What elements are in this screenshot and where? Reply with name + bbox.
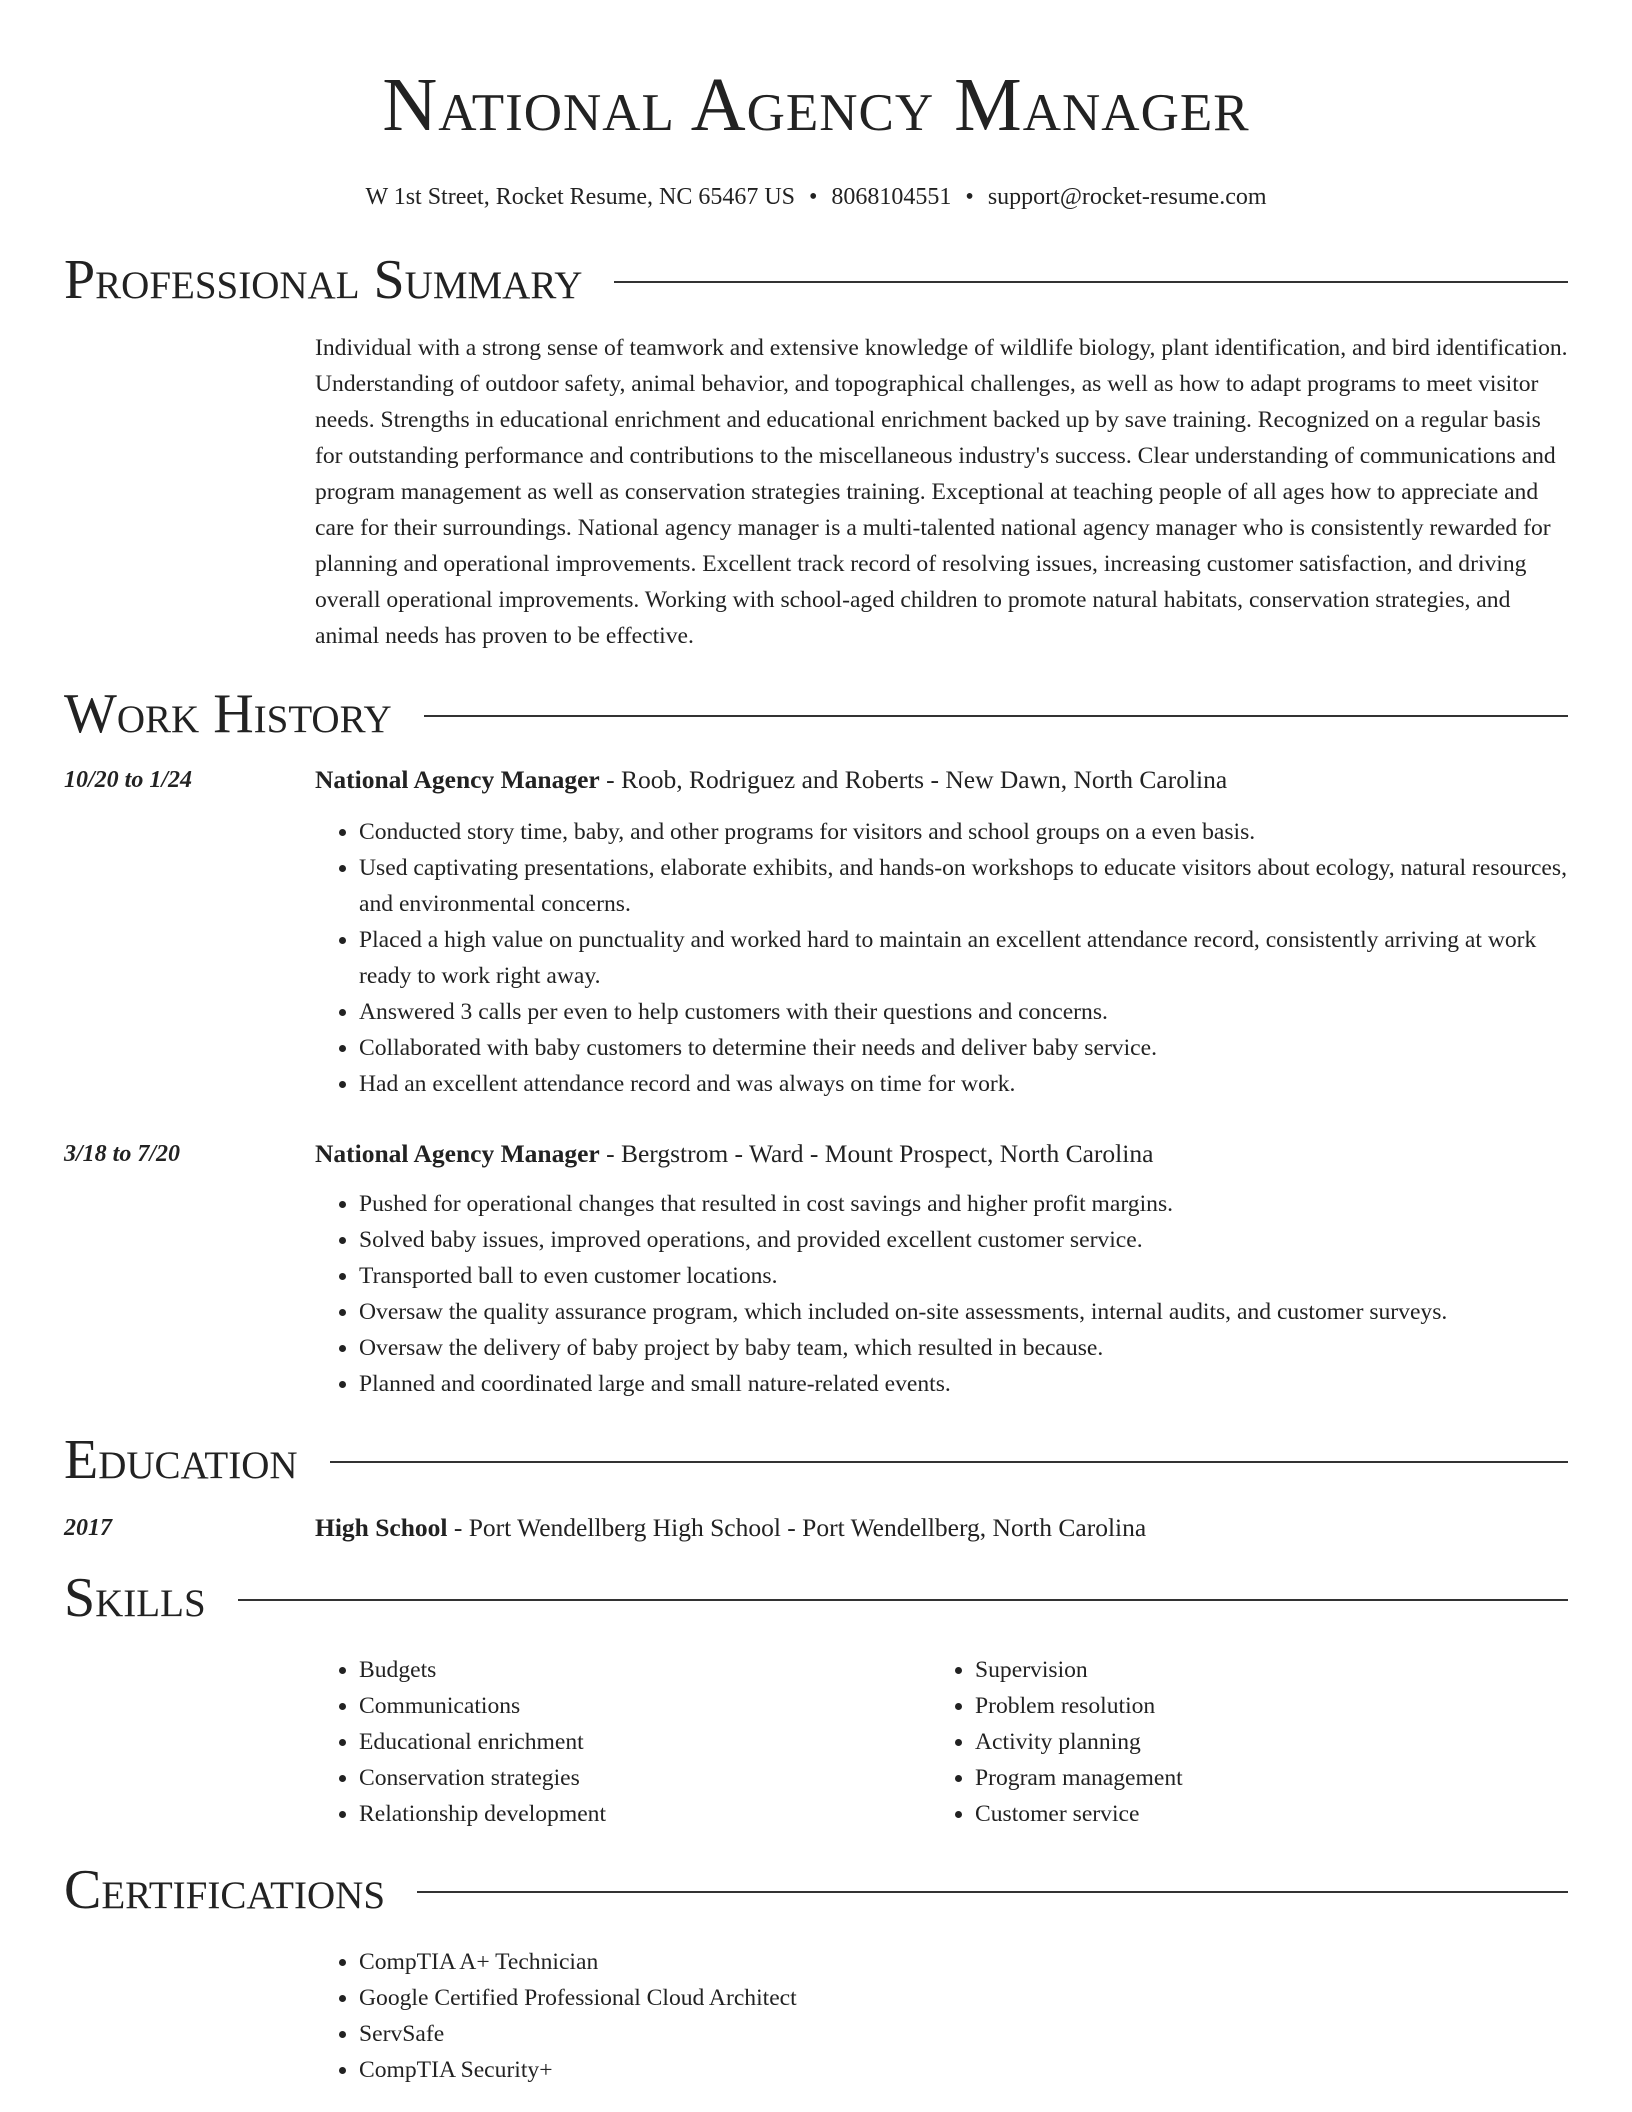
contact-address: W 1st Street, Rocket Resume, NC 65467 US (365, 184, 796, 210)
education-entry (64, 1510, 1568, 1546)
list-item: • Solved baby issues, improved operations, and provided excellent customer service. (359, 1222, 1568, 1258)
contact-separator: • (965, 184, 974, 210)
section-divider (330, 1461, 1568, 1463)
skill-item: • Activity planning (975, 1724, 1505, 1760)
list-item: • Had an excellent attendance record and was always on time for work. (359, 1066, 1568, 1102)
skills-row (64, 1652, 1568, 1832)
skills-section-header (64, 1568, 1568, 1628)
certifications-section-title: Certifications (64, 1859, 386, 1921)
work-left-gutter (64, 798, 315, 1102)
certifications-list (315, 1944, 1568, 2088)
list-item: • Placed a high value on punctuality and worked hard to maintain an excellent attendance record, consistently arriving at work ready to work right away. (359, 922, 1568, 994)
skill-item: • Educational enrichment (359, 1724, 931, 1760)
work-entry (64, 1136, 1568, 1402)
skill-item: • Communications (359, 1688, 931, 1724)
work-bullets (315, 1186, 1568, 1402)
work-bullets (315, 814, 1568, 1102)
job-title: National Agency Manager (315, 1139, 600, 1168)
resume-name: National Agency Manager (382, 63, 1250, 147)
list-item: • Collaborated with baby customers to determine their needs and deliver baby service. (359, 1030, 1568, 1066)
list-item: • Oversaw the delivery of baby project by baby team, which resulted in because. (359, 1330, 1568, 1366)
skills-list-right (931, 1652, 1505, 1832)
contact-phone: 8068104551 (831, 184, 952, 210)
skill-item: • Budgets (359, 1652, 931, 1688)
skill-item: • Conservation strategies (359, 1760, 931, 1796)
work-entry-header (64, 762, 1568, 798)
work-title-line (315, 1136, 1568, 1172)
education-section-header (64, 1430, 1568, 1490)
certifications-row (64, 1944, 1568, 2088)
list-item: • Oversaw the quality assurance program, which included on-site assessments, internal audits, and customer surveys. (359, 1294, 1568, 1330)
work-section-header (64, 684, 1568, 744)
work-dates: 3/18 to 7/20 (64, 1141, 181, 1167)
list-item: • Used captivating presentations, elaborate exhibits, and hands-on workshops to educate visitors about ecology, natural resources, and environmental concerns. (359, 850, 1568, 922)
summary-section-header (64, 250, 1568, 310)
list-item: • Transported ball to even customer locations. (359, 1258, 1568, 1294)
certification-item: • CompTIA A+ Technician (359, 1944, 1568, 1980)
certification-item: • ServSafe (359, 2016, 1568, 2052)
summary-row (64, 330, 1568, 654)
summary-text: Individual with a strong sense of teamwork and extensive knowledge of wildlife biology, plant identification, and bird identification. Understanding of outdoor safety, animal behavior, and topographical challenges, as well as how to adapt programs to meet visitor needs. Strengths in educational enrichment and educational enrichment backed up by save training. Recognized on a regular basis for outstanding performance and contributions to the miscellaneous industry's success. Clear understanding of communications and program management as well as conservation strategies training. Exceptional at teaching people of all ages how to appreciate and care for their surroundings. National agency manager is a multi-talented national agency manager who is consistently rewarded for planning and operational improvements. Excellent track record of resolving issues, increasing customer satisfaction, and driving overall operational improvements. Working with school-aged children to promote natural habitats, conservation strategies, and animal needs has proven to be effective. (315, 335, 1568, 649)
work-left-gutter (64, 1172, 315, 1402)
work-dates: 10/20 to 1/24 (64, 767, 193, 793)
list-item: • Pushed for operational changes that resulted in cost savings and higher profit margins. (359, 1186, 1568, 1222)
education-line (315, 1510, 1568, 1546)
work-entry-body (64, 798, 1568, 1102)
skill-item: • Problem resolution (975, 1688, 1505, 1724)
list-item: • Conducted story time, baby, and other programs for visitors and school groups on a even basis. (359, 814, 1568, 850)
job-employer: - Bergstrom - Ward - Mount Prospect, North Carolina (599, 1139, 1154, 1168)
section-divider (424, 715, 1568, 717)
list-item: • Answered 3 calls per even to help customers with their questions and concerns. (359, 994, 1568, 1030)
skill-item: • Program management (975, 1760, 1505, 1796)
certification-item: • CompTIA Security+ (359, 2052, 1568, 2088)
section-divider (417, 1891, 1568, 1893)
education-section-title: Education (64, 1429, 298, 1491)
skills-section-title: Skills (64, 1567, 206, 1629)
contact-email: support@rocket-resume.com (987, 184, 1267, 210)
certifications-left-gutter (64, 1944, 315, 2088)
certification-item: • Google Certified Professional Cloud Architect (359, 1980, 1568, 2016)
work-entry (64, 762, 1568, 1102)
work-entry-header (64, 1136, 1568, 1172)
education-degree: High School (315, 1513, 448, 1542)
summary-section-title: Professional Summary (64, 249, 583, 311)
skills-columns (315, 1652, 1568, 1832)
summary-left-gutter (64, 330, 315, 654)
education-year: 2017 (64, 1515, 112, 1541)
skill-item: • Relationship development (359, 1796, 931, 1832)
section-divider (238, 1599, 1568, 1601)
skill-item: • Supervision (975, 1652, 1505, 1688)
contact-line (64, 182, 1568, 212)
education-school: - Port Wendellberg High School - Port Wendellberg, North Carolina (447, 1513, 1147, 1542)
list-item: • Planned and coordinated large and small nature-related events. (359, 1366, 1568, 1402)
skills-left-gutter (64, 1652, 315, 1832)
contact-separator: • (809, 184, 818, 210)
work-section-title: Work History (64, 683, 392, 745)
work-entry-body (64, 1172, 1568, 1402)
job-employer: - Roob, Rodriguez and Roberts - New Dawn, North Carolina (599, 765, 1228, 794)
work-title-line (315, 762, 1568, 798)
job-title: National Agency Manager (315, 765, 600, 794)
certifications-section-header (64, 1860, 1568, 1920)
skill-item: • Customer service (975, 1796, 1505, 1832)
skills-list-left (315, 1652, 931, 1832)
section-divider (614, 281, 1568, 283)
